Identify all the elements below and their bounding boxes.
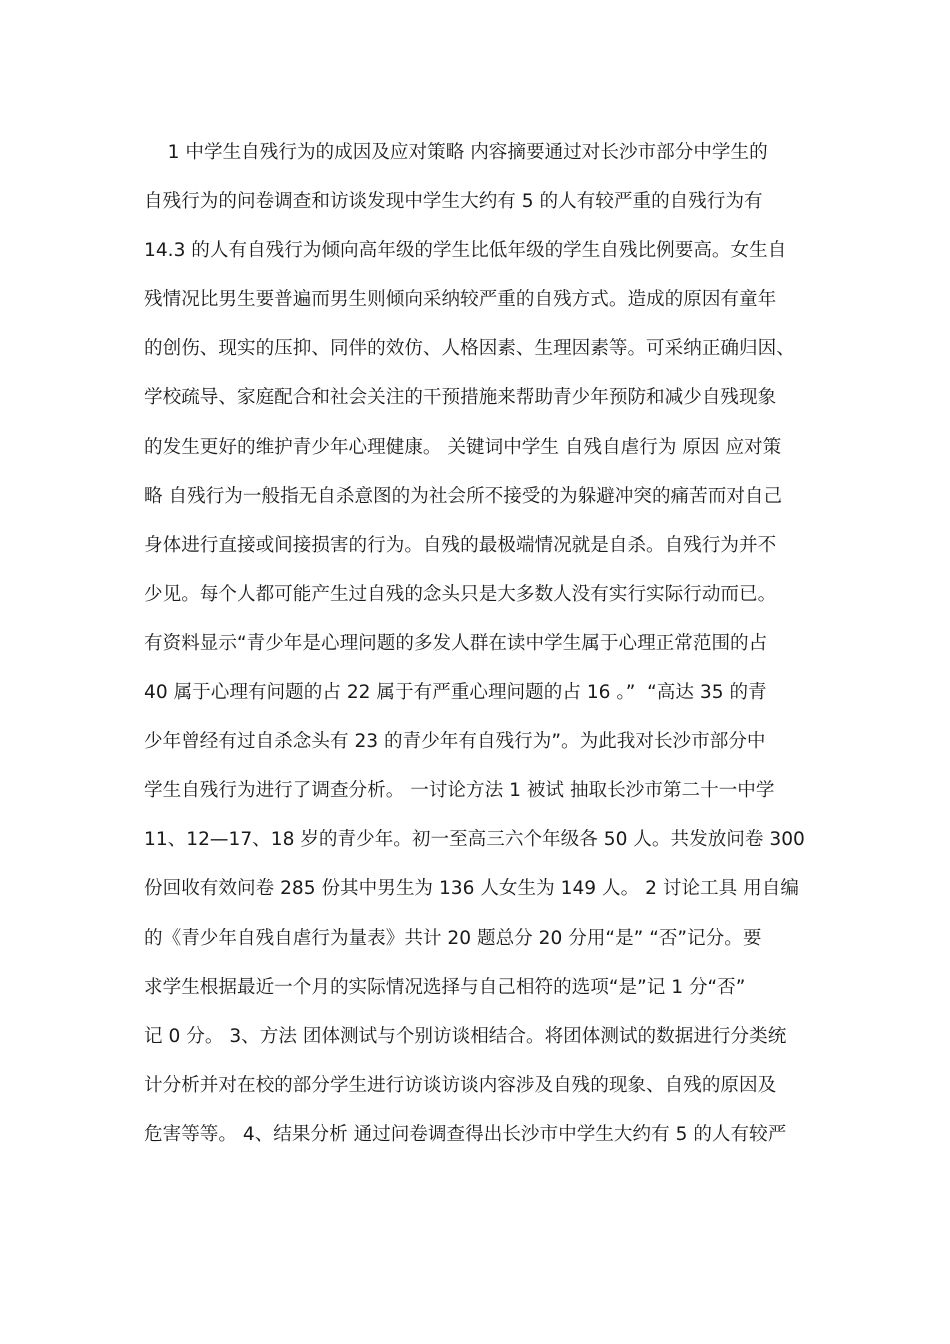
text-line: 的《青少年自残自虐行为量表》共计 20 题总分 20 分用“是” “否”记分。要 [144, 927, 762, 949]
text-line: 学生自残行为进行了调查分析。 一讨论方法 1 被试 抽取长沙市第二十一中学 [144, 780, 775, 802]
text-line: 少见。每个人都可能产生过自残的念头只是大多数人没有实行实际行动而已。 [144, 583, 777, 605]
text-line: 11、12—17、18 岁的青少年。初一至高三六个年级各 50 人。共发放问卷 300 [144, 829, 805, 851]
text-line: 的创伤、现实的压抑、同伴的效仿、人格因素、生理因素等。可采纳正确归因、 [144, 338, 795, 360]
text-line: 14.3 的人有自残行为倾向高年级的学生比低年级的学生自残比例要高。女生自 [144, 240, 787, 262]
text-line: 份回收有效问卷 285 份其中男生为 136 人女生为 149 人。 2 讨论工具 用自编 [144, 878, 799, 900]
text-line: 危害等等。 4、结果分析 通过问卷调查得出长沙市中学生大约有 5 的人有较严 [144, 1123, 787, 1145]
text-line: 计分析并对在校的部分学生进行访谈访谈内容涉及自残的现象、自残的原因及 [144, 1074, 777, 1096]
text-line: 求学生根据最近一个月的实际情况选择与自己相符的选项“是”记 1 分“否” [144, 976, 746, 998]
text-line: 1 中学生自残行为的成因及应对策略 内容摘要通过对长沙市部分中学生的 [144, 142, 768, 163]
text-line: 自残行为的问卷调查和访谈发现中学生大约有 5 的人有较严重的自残行为有 [144, 191, 763, 213]
text-line: 有资料显示“青少年是心理问题的多发人群在读中学生属于心理正常范围的占 [144, 632, 768, 654]
text-line: 记 0 分。 3、方法 团体测试与个别访谈相结合。将团体测试的数据进行分类统 [144, 1025, 787, 1047]
text-line: 学校疏导、家庭配合和社会关注的干预措施来帮助青少年预防和减少自残现象 [144, 387, 777, 409]
text-line: 的发生更好的维护青少年心理健康。 关键词中学生 自残自虐行为 原因 应对策 [144, 436, 782, 458]
text-line: 残情况比男生要普遍而男生则倾向采纳较严重的自残方式。造成的原因有童年 [144, 289, 777, 311]
body-text [144, 128, 814, 1159]
text-line: 身体进行直接或间接损害的行为。自残的最极端情况就是自杀。自残行为并不 [144, 534, 777, 556]
text-line: 少年曾经有过自杀念头有 23 的青少年有自残行为”。为此我对长沙市部分中 [144, 731, 766, 753]
text-line: 40 属于心理有问题的占 22 属于有严重心理问题的占 16 。” “高达 35 的青 [144, 682, 767, 704]
text-line: 略 自残行为一般指无自杀意图的为社会所不接受的为躲避冲突的痛苦而对自己 [144, 485, 783, 507]
